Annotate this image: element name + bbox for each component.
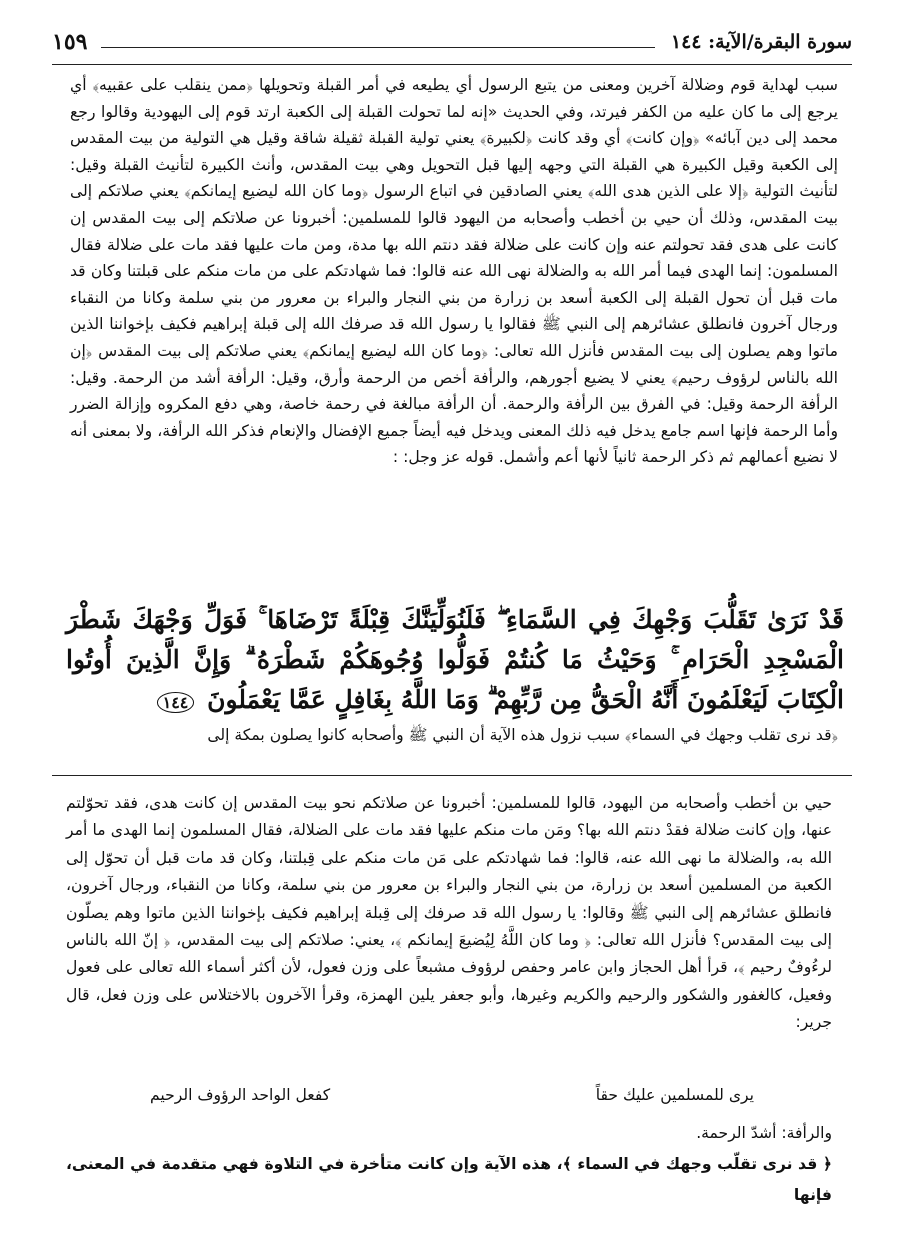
commentary-after-verse: ﴿قد نرى تقلب وجهك في السماء﴾ سبب نزول هذه الآية أن النبي ﷺ وأصحابه كانوا يصلون بمكة إلى <box>207 726 838 744</box>
commentary-lower <box>66 790 832 1037</box>
poem-hemistich-left: كفعل الواحد الرؤوف الرحيم <box>150 1086 331 1104</box>
commentary-tail <box>66 1118 832 1211</box>
header-rule <box>101 47 654 48</box>
page-number: ١٥٩ <box>52 29 88 55</box>
section-divider <box>52 775 852 776</box>
poetry-verse <box>150 1086 754 1104</box>
running-header <box>52 22 852 62</box>
verse-number-marker: ١٤٤ <box>157 692 195 713</box>
surah-verse-title: سورة البقرة/الآية: ١٤٤ <box>670 31 852 53</box>
commentary-paragraph: سبب لهداية قوم وضلالة آخرين ومعنى من يتبع الرسول أي يطيعه في أمر القبلة وتحويلها ﴿ممن ينقلب على عقبيه﴾ أي يرجع إلى ما كان عليه من الكفر فيرتد، وفي الحديث «إنه لما تحولت القبلة إلى الكعبة ارتد قوم إلى اليهودية وقالوا رجع محمد إلى دين آبائه» ﴿وإن كانت﴾ أي وقد كانت ﴿لكبيرة﴾ يعني تولية القبلة ثقيلة شاقة وقيل هي التولية من بيت المقدس إلى الكعبة وقيل الكبيرة هي القبلة التي وجهه إليها قبل التحويل وهي بيت المقدس، وأنث الكبيرة لتأنيث القبلة وقيل: لتأنيث التولية ﴿إلا على الذين هدى الله﴾ يعني الصادقين في اتباع الرسول ﴿وما كان الله ليضيع إيمانكم﴾ يعني صلاتكم إلى بيت المقدس، وذلك أن حيي بن أخطب وأصحابه من اليهود قالوا للمسلمين: أخبرونا عن صلاتكم إلى بيت المقدس إن كانت على هدى فقد تحولتم عنه وإن كانت على ضلالة فقد دنتم الله بها مدة، ومن مات عليها فقد مات على ضلالة فقال المسلمون: إنما الهدى فيما أمر الله به والضلالة نهى الله عنه قالوا: فما شهادتكم على من مات منكم على قبلتنا وكان قد مات قبل أن تحول القبلة إلى الكعبة أسعد بن زرارة من بني النجار والبراء بن معرور من بني سلمة وكانا من النقباء ورجال آخرون فانطلق عشائرهم إلى النبي ﷺ فقالوا يا رسول الله قد صرفك الله إلى قبلة إبراهيم فكيف بإخواننا الذين ماتوا وهم يصلون إلى بيت المقدس فأنزل الله تعالى: ﴿وما كان الله ليضيع إيمانكم﴾ يعني صلاتكم إلى بيت المقدس ﴿إن الله بالناس لرؤوف رحيم﴾ يعني لا يضيع أجورهم، والرأفة أخص من الرحمة وأرق، وقيل: الرأفة أشد من الرحمة. وقيل: الرأفة الرحمة وقيل: في الفرق بين الرأفة والرحمة. أن الرأفة مبالغة في رحمة خاصة، وهي دفع المكروه وإزالة الضرر وأما الرحمة فإنها اسم جامع يدخل فيه ذلك المعنى ويدخل فيه أيضاً جميع الإفضال والإنعام فذكر الله الرأفة، ولا بمعنى أنه لا نضيع أعمالهم ثم ذكر الرحمة ثانياً لأنها أعم وأشمل. قوله عز وجل: : <box>70 76 838 467</box>
lower-paragraph: حيي بن أخطب وأصحابه من اليهود، قالوا للمسلمين: أخبرونا عن صلاتكم نحو بيت المقدس إن كانت هدى، فقد تحوّلتم عنها، وإن كانت ضلالة فقدْ دنتم الله بها؟ ومَن مات منكم عليها فقد مات على الضلالة، فقال المسلمون إنما الهدى ما أمر الله به، والضلالة ما نهى الله عنه، قالوا: فما شهادتكم على مَن مات منكم على قِبلتنا، وكان قد مات قبل أن تحوّل إلى الكعبة من المسلمين أسعد بن زرارة، من بني النجار والبراء بن معرور من بني سلمة، وكانا من النقباء، ورجال آخرون، فانطلق عشائرهم إلى النبي ﷺ وقالوا: يا رسول الله قد صرفك إلى قِبلة إبراهيم فكيف بإخواننا الذين ماتوا وهم يصلّون إلى بيت المقدس؟ فأنزل الله تعالى: ﴿ وما كان اللَّهُ لِيُضيعَ إيمانكم ﴾، يعني: صلاتكم إلى بيت المقدس، ﴿ إنّ الله بالناس لرءُوفٌ رحيم ﴾، قرأ أهل الحجاز وابن عامر وحفص لرؤوف مشبعاً على وزن فعول، لأن أكثر أسماء الله تعالى على فعول وفعيل، كالغفور والشكور والرحيم والكريم وغيرها، وأبو جعفر يلين الهمزة، وقرأ الآخرون بالاختلاس على وزن فعل، قال جرير: <box>66 794 832 1032</box>
verse-text: قَدْ نَرَىٰ تَقَلُّبَ وَجْهِكَ فِي السَّمَاءِ ۖ فَلَنُوَلِّيَنَّكَ قِبْلَةً تَرْضَاهَا ۚ فَوَلِّ وَجْهَكَ شَطْرَ الْمَسْجِدِ الْحَرَامِ ۚ وَحَيْثُ مَا كُنتُمْ فَوَلُّوا وُجُوهَكُمْ شَطْرَهُ ۗ وَإِنَّ الَّذِينَ أُوتُوا الْكِتَابَ لَيَعْلَمُونَ أَنَّهُ الْحَقُّ مِن رَّبِّهِمْ ۗ وَمَا اللَّهُ بِغَافِلٍ عَمَّا يَعْمَلُونَ <box>66 605 844 714</box>
header-divider <box>52 64 852 65</box>
tail-line-1: والرأفة: أشدّ الرحمة. <box>696 1124 832 1142</box>
commentary-upper <box>70 72 838 471</box>
poem-hemistich-right: يرى للمسلمين عليك حقاً <box>595 1086 754 1104</box>
quran-verse <box>66 600 844 723</box>
tail-line-2: ﴿ قد نرى تقلّب وجهك في السماء ﴾، هذه الآية وإن كانت متأخرة في التلاوة فهي متقدمة في المعنى، فإنها <box>66 1155 832 1204</box>
